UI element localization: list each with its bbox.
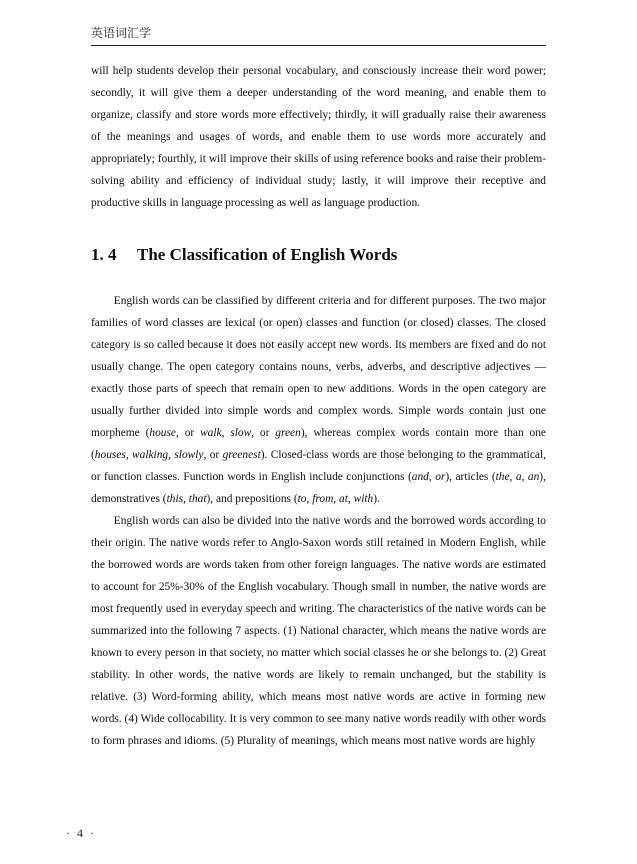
example-word: walk [200, 427, 222, 439]
text-run: ), articles ( [445, 471, 496, 483]
example-word: to [297, 493, 307, 505]
text-run: ), and prepositions ( [206, 493, 298, 505]
example-word: slowly [174, 449, 204, 461]
example-word: a [515, 471, 522, 483]
text-run: , or [203, 449, 223, 461]
page-number: · 4 · [66, 826, 96, 840]
example-word: houses [94, 449, 126, 461]
example-word: this [166, 493, 184, 505]
text-run: , [306, 493, 313, 505]
section-number: 1. 4 [91, 245, 117, 264]
text-run: English words can be classified by different criteria and for different purposes. The two major families of word classes are lexical (or open) classes and function (or closed) classes. The closed category is so called because it does not easily accept new words. Its members are fixed and do not usually change. The open category contains nouns, verbs, adverbs, and descriptive adjectives — exactly those parts of speech that remain open to new additions. Words in the open category are usually further divided into simple words and complex words. Simple words contain just one morpheme ( [91, 295, 546, 439]
example-word: slow [230, 427, 252, 439]
classification-paragraph [91, 290, 546, 510]
example-word: the [495, 471, 510, 483]
text-run: ), whereas complex words contain more than one ( [91, 427, 546, 461]
text-run: , [347, 493, 354, 505]
text-run: , or [175, 427, 201, 439]
example-word: at [339, 493, 348, 505]
text-run: , [428, 471, 436, 483]
example-word: from [312, 493, 334, 505]
book-title: 英语词汇学 [91, 26, 152, 40]
text-run: , [509, 471, 516, 483]
text-run: , [125, 449, 133, 461]
example-word: with [353, 493, 374, 505]
example-word: or [435, 471, 446, 483]
text-run: , [521, 471, 528, 483]
example-word: greenest [222, 449, 261, 461]
running-header [91, 22, 546, 46]
section-title: The Classification of English Words [137, 245, 398, 264]
section-heading [91, 242, 546, 268]
example-word: walking [132, 449, 169, 461]
text-run: , [183, 493, 189, 505]
text-run: , [333, 493, 340, 505]
example-word: that [188, 493, 207, 505]
example-word: house [149, 427, 176, 439]
example-word: and [411, 471, 429, 483]
text-run: ). Closed-class words are those belonging to the grammatical, or function classes. Function words in English include conjunctions ( [91, 449, 546, 483]
text-run: , [168, 449, 175, 461]
page-content [91, 60, 546, 752]
native-words-paragraph: English words can also be divided into the native words and the borrowed words according to their origin. The native words refer to Anglo-Saxon words still retained in Modern English, while the borrowed words are words taken from other foreign languages. The native words are estimated to account for 25%-30% of the English vocabulary. Though small in number, the native words are most frequently used in everyday speech and writing. The characteristics of the native words can be summarized into the following 7 aspects. (1) National character, which means the native words are known to every person in that society, no matter which social classes he or she belongs to. (2) Great stability. In other words, the native words are likely to remain unchanged, but the stability is relative. (3) Word-forming ability, which means most native words are active in forming new words. (4) Wide collocability. It is very common to see many native words readily with other words to form phrases and idioms. (5) Plurality of meanings, which means most native words are highly [91, 515, 546, 747]
example-word: an [527, 471, 540, 483]
example-word: green [275, 427, 301, 439]
text-run: , or [251, 427, 276, 439]
text-run: , [221, 427, 231, 439]
text-run: ), demonstratives ( [91, 471, 546, 505]
text-run: ). [373, 493, 380, 505]
intro-paragraph: will help students develop their personal vocabulary, and consciously increase their word power; secondly, it will give them a deeper understanding of the word meaning, and enable them to organize, classify and store words more effectively; thirdly, it will gradually raise their awareness of the meanings and usages of words, and enable them to use words more accurately and appropriately; fourthly, it will improve their skills of using reference books and raise their problem-solving ability and efficiency of individual study; lastly, it will improve their receptive and productive skills in language processing as well as language production. [91, 65, 546, 209]
